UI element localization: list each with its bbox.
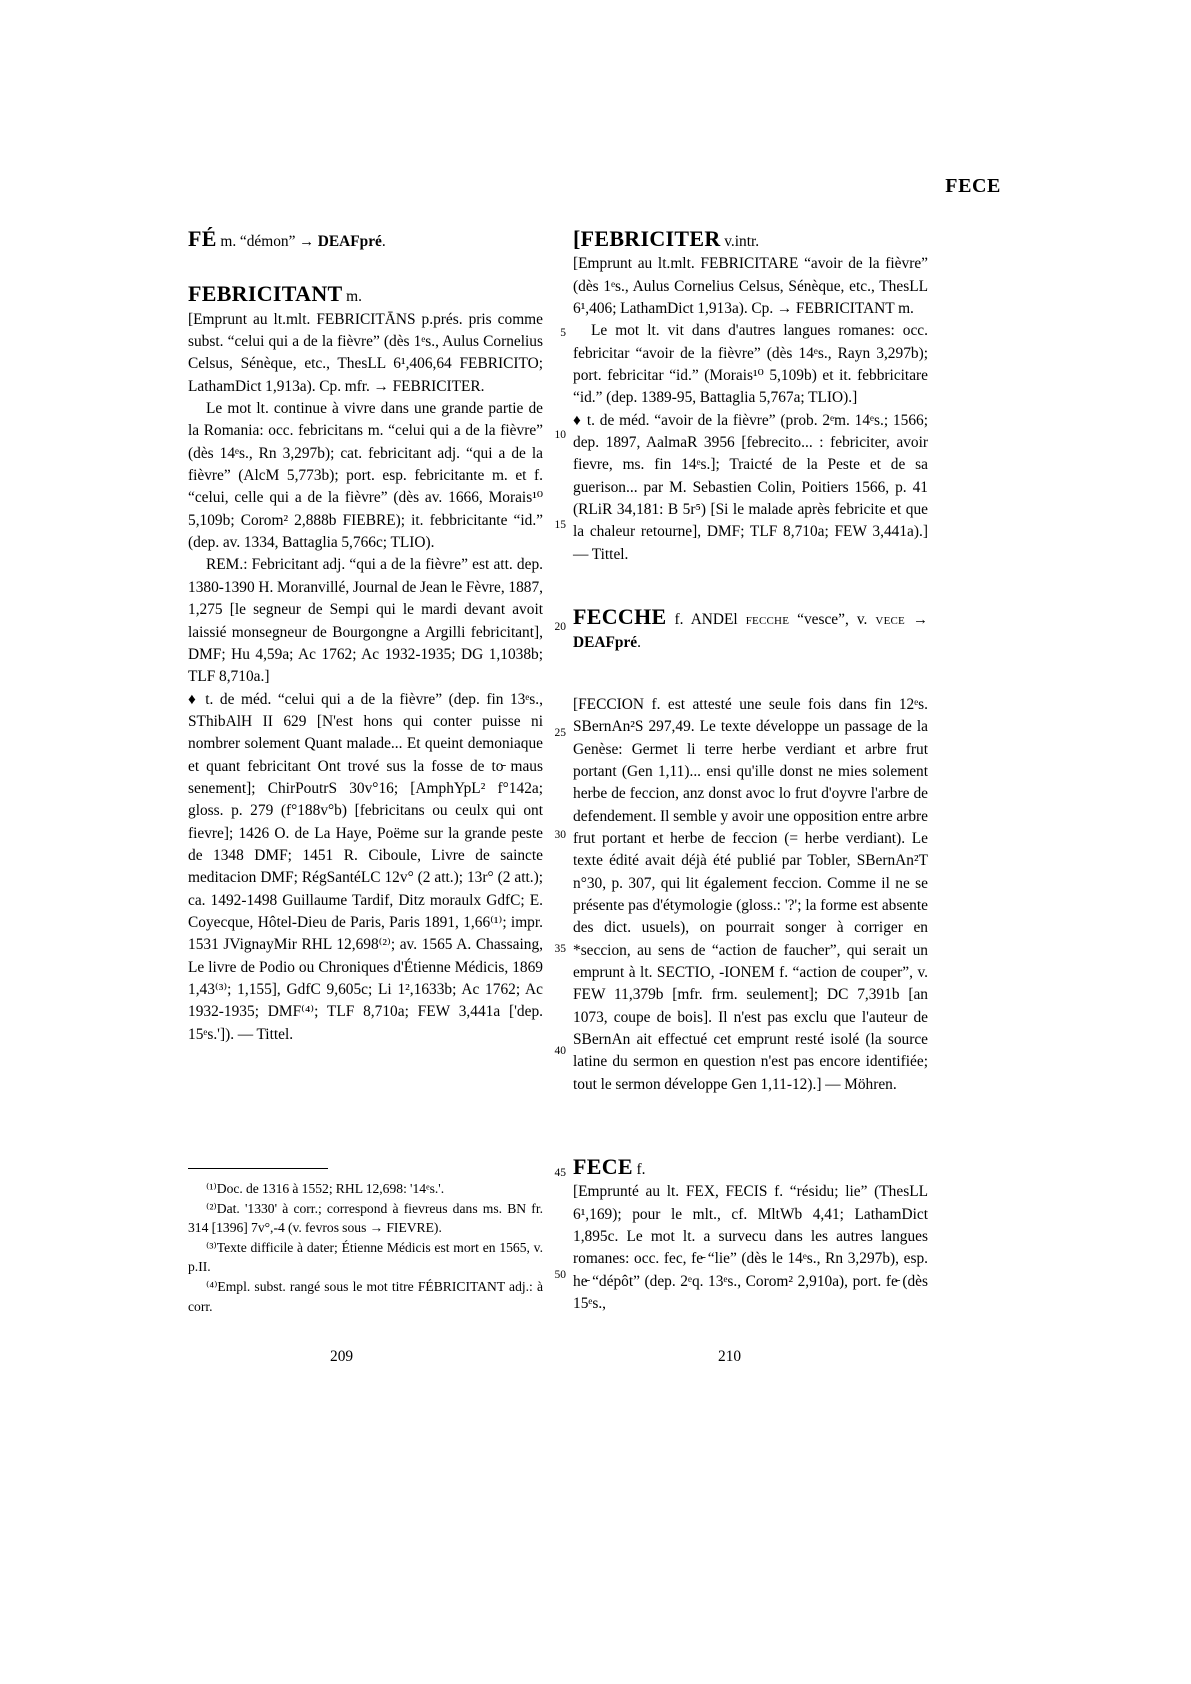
footnote-rule [188, 1168, 328, 1169]
paragraph-etymology: [Emprunté au lt. FEX, FECIS f. “résidu; lie” (ThesLL 6¹,169); pour le mlt., cf. MltWb 4,41; LathamDict 1,895c. Le mot lt. a survecu dans les autres langues romanes: occ. fec, fe̵ “lie” (dès le 14ᵉs., Rn 3,297b), esp. he̵ “dépôt” (dep. 2ᵉq. 13ᵉs., Corom² 2,910a), port. fe̵ (dès 15ᵉs., [573, 1183, 928, 1313]
running-head: FECE [945, 175, 1001, 197]
grammar-label: f. [674, 611, 684, 629]
paragraph-remark: REM.: Febricitant adj. “qui a de la fièvre” est att. dep. 1380-1390 H. Moranvillé, Journal de Jean le Fèvre, 1887, 1,275 [le segneur de Sempi qui le mardi devant avoit laissié monsegneur de Bourgongne a Argilli febricitant], DMF; Hu 4,59a; Ac 1762; Ac 1932-1935; DG 1,1038b; TLF 8,710a.] [188, 556, 543, 686]
entry-febricitant [188, 283, 543, 1046]
entry-febriciter [573, 228, 928, 566]
folio-number-right: 210 [718, 1348, 742, 1365]
entry-fecche-body [573, 606, 928, 654]
paragraph-medical-sense: ♦ t. de méd. “avoir de la fièvre” (prob. 2ᵉm. 14ᵉs.; 1566; dep. 1897, AalmaR 3956 [febrecito... : febriciter, avoir fievre, ms. fin 14ᵉs.]; Traicté de la Peste et de sa guerison... par M. Sebastien Colin, Poitiers 1566, p. 41 (RLiR 34,181: B 5r⁵) [Si le malade après febricite et que la chaleur retourne], DMF; TLF 8,710a; FEW 3,441a).] — Tittel. [573, 411, 928, 563]
entry-fecche-rest: ANDEl fecche “vesce”, v. vece → DEAFpré. [573, 611, 928, 651]
footnote-3: ⁽³⁾Texte difficile à dater; Étienne Médicis est mort en 1565, v. p.II. [188, 1239, 543, 1275]
paragraph-romance-cognates: Le mot lt. vit dans d'autres langues romanes: occ. febricitar “avoir de la fièvre” (dès 14ᵉs., Rayn 3,297b); port. febricitar “id.” (Morais¹⁰ 5,109b) et it. febbricitare “id.” (dep. 1389-95, Battaglia 5,767a; TLIO).] [573, 322, 928, 407]
spacer [573, 654, 928, 694]
entry-fe-line [188, 228, 543, 253]
arrow-icon: → [912, 612, 928, 629]
headword-line-febriciter [573, 228, 928, 253]
headword-line-fece [573, 1156, 928, 1181]
headword-line-febricitant [188, 283, 543, 308]
line-number: 15 [554, 519, 566, 531]
entry-feccion-body: [FECCION f. est attesté une seule fois dans fin 12ᵉs. SBernAn²S 297,49. Le texte développe un passage de la Genèse: Germet li terre herbe verdiant et arbre frut portant (Gen 1,11)... ensi qu'ille donst ne mies solement herbe de feccion, anz donst avoc lo frut d'oyvre l'arbre de defendement. Il semble y avoir une opposition entre arbre frut portant et herbe de feccion (= herbe verdiant). Le texte édité avait déjà été publié par Tobler, SBernAn²T n°30, p. 307, qui lit également feccion. Comme il ne se présente pas d'étymologie (gloss.: '?'; la forme est absente des dict. usuels), on pourrait songer à corriger en *seccion, au sens de “action de faucher”, qui serait un emprunt à lt. SECTIO, -IONEM f. “action de couper”, v. FEW 11,379b [mfr. frm. seulement]; DC 7,391b [an 1073, coupe de bois]. Il n'est pas exclu que l'auteur de SBernAn ait effectué cet emprunt resté isolé (la source latine du sermon en question n'est pas encore identifiée; tout le sermon développe Gen 1,11-12).] — Möhren. [573, 695, 928, 1093]
line-number-gutter [540, 228, 566, 1328]
paragraph-medical-sense: ♦ t. de méd. “celui qui a de la fièvre” (dep. fin 13ᵉs., SThibAlH II 629 [N'est hons qui conter puisse ni nombrer solement Quant malade... Et queint demoniaque et quant febricitant Ont trové sus la fosse de to̵ maus senement]; ChirPoutrS 30v°16; [AmphYpL² f°142a; gloss. p. 279 (f°188v°b) [febricitans ou ceulx qui ont fievre]; 1426 O. de La Haye, Poëme sur la grande peste de 1348 DMF; 1451 R. Ciboule, Livre de saincte meditacion DMF; RégSantéLC 12v° (2 att.); 13r° (2 att.); ca. 1492-1498 Guillaume Tardif, Ditz moraulx GdfC; E. Coyecque, Hôtel-Dieu de Paris, Paris 1891, 1,66⁽¹⁾; impr. 1531 JVignayMir RHL 12,698⁽²⁾; av. 1565 A. Chassaing, Le livre de Podio ou Chroniques d'Étienne Médicis, 1869 1,43⁽³⁾; 1,155], GdfC 9,605c; Li 1²,1633b; Ac 1762; Ac 1932-1935; DMF⁽⁴⁾; TLF 8,710a; FEW 3,441a ['dep. 15ᵉs.']). — Tittel. [188, 690, 543, 1043]
spacer [573, 1096, 928, 1136]
headword-febriciter: [FEBRICITER [573, 226, 721, 251]
folio-number-left: 209 [330, 1348, 354, 1365]
grammar-label: f. [636, 1161, 646, 1179]
cross-reference-deafpre[interactable]: DEAFpré [317, 233, 382, 250]
spacer [573, 1136, 928, 1156]
grammar-label: m. [346, 288, 362, 306]
line-number: 20 [554, 621, 566, 633]
entry-fecche [573, 606, 928, 654]
period: . [381, 233, 386, 250]
entry-fe [188, 228, 543, 253]
footnote-4: ⁽⁴⁾Empl. subst. rangé sous le mot titre FÉBRICITANT adj.: à corr. [188, 1278, 543, 1314]
line-number: 40 [554, 1045, 566, 1057]
footnote-block [188, 1168, 543, 1316]
entry-feccion [573, 694, 928, 1096]
spacer [188, 253, 543, 283]
line-number: 10 [554, 429, 566, 441]
headword-fe: FÉ [188, 226, 217, 251]
spacer [573, 566, 928, 606]
headword-fecche: FECCHE [573, 604, 667, 630]
paragraph-romance-cognates: Le mot lt. continue à vivre dans une grande partie de la Romania: occ. febricitans m. “celui qui a de la fièvre” (dès 14ᵉs., Rn 3,297b); cat. febricitant adj. “qui a de la fièvre” (AlcM 5,773b); port. esp. febricitante m. et f. “celui, celle qui a de la fièvre” (dès av. 1666, Morais¹⁰ 5,109b; Corom² 2,888b FIEBRE); it. febbricitante “id.” (dep. av. 1334, Battaglia 5,766c; TLIO). [188, 400, 543, 552]
footnote-2: ⁽²⁾Dat. '1330' à corr.; correspond à fievreus dans ms. BN fr. 314 [1396] 7v°,-4 (v. fevros sous → FIEVRE). [188, 1200, 543, 1236]
grammar-label: v.intr. [724, 233, 760, 250]
line-number: 50 [554, 1269, 566, 1281]
column-left [188, 228, 543, 1046]
line-number: 25 [554, 727, 566, 739]
headword-fece: FECE [573, 1154, 633, 1180]
line-number: 35 [554, 943, 566, 955]
arrow-icon: → [299, 234, 315, 250]
grammar-label: m. [220, 233, 237, 250]
column-right [573, 228, 928, 1315]
paragraph-etymology: [Emprunt au lt.mlt. FEBRICITĀNS p.prés. pris comme subst. “celui qui a de la fièvre” (dès 1ᵉs., Aulus Cornelius Celsus, Sénèque, etc., ThesLL 6¹,406,64 FEBRICITO; LathamDict 1,913a). Cp. mfr. → FEBRICITER. [188, 310, 543, 395]
paragraph-etymology: [Emprunt au lt.mlt. FEBRICITARE “avoir de la fièvre” (dès 1ᵉs., Aulus Cornelius Celsus, Sénèque, etc., ThesLL 6¹,406; LathamDict 1,913a). Cp. → FEBRICITANT m. [573, 255, 928, 318]
line-number: 45 [554, 1167, 566, 1179]
gloss: “démon” [239, 233, 296, 250]
entry-fece [573, 1156, 928, 1315]
footnote-1: ⁽¹⁾Doc. de 1316 à 1552; RHL 12,698: '14ᵉs.'. [206, 1181, 445, 1196]
line-number: 30 [554, 829, 566, 841]
line-number: 5 [560, 327, 566, 339]
cross-reference-deafpre[interactable]: DEAFpré [573, 633, 638, 651]
headword-febricitant: FEBRICITANT [188, 281, 343, 307]
